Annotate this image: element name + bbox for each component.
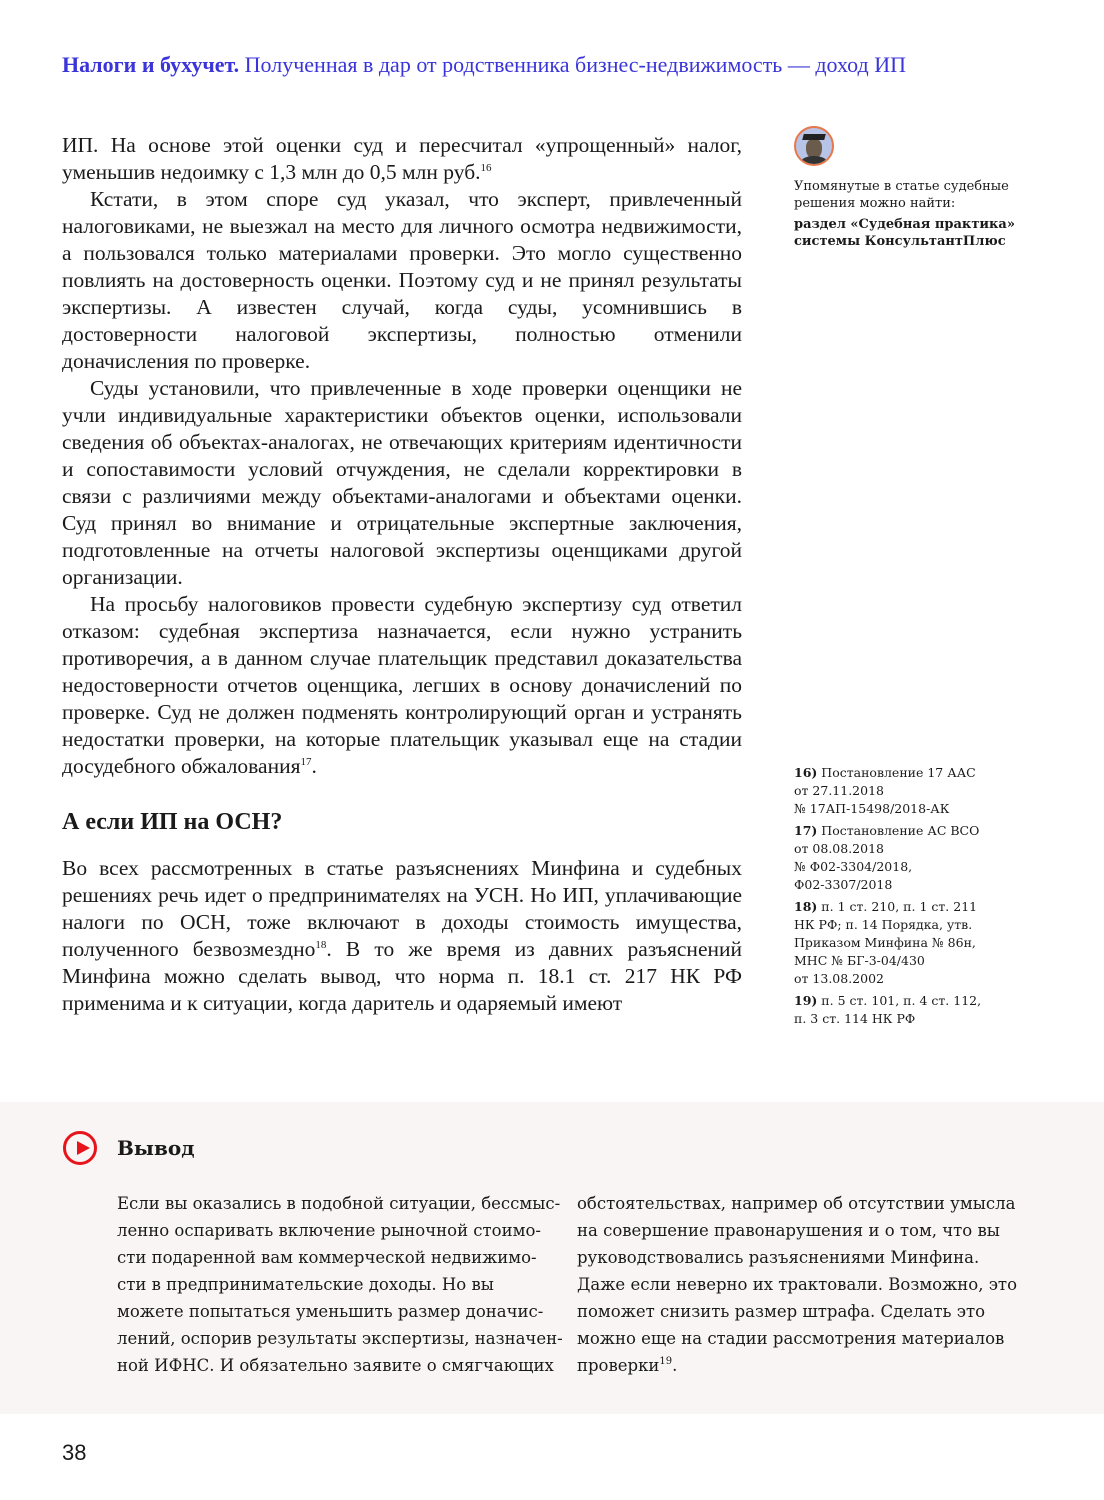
footnote-line: от 13.08.2002 [794,971,884,986]
conclusion-text: проверки [577,1356,660,1375]
footnote-line: от 27.11.2018 [794,783,884,798]
paragraph-text: . В то же время из давних разъяснений Минфина можно сделать вывод, что норма п. 18.1 ст. 217 НК РФ применима и к ситуации, когда даритель и одаряемый имеют [62,937,742,1015]
header-rubric: Налоги и бухучет. [62,52,240,77]
header-title: Полученная в дар от родственника бизнес-недвижимость — доход ИП [244,52,906,77]
conclusion-line: поможет снизить размер штрафа. Сделать это [577,1302,986,1321]
conclusion-line: ленно оспаривать включение рыночной стоимо- [117,1221,541,1240]
page-number: 38 [62,1440,87,1465]
conclusion-trailing: . [672,1356,678,1375]
footnote-line: от 08.08.2018 [794,841,884,856]
paragraph-text: На просьбу налоговиков провести судебную экспертизу суд ответил отказом: судебная экспертиза назначается, если нужно устранить противоречия, а в данном случае плательщик представил доказательства недостоверности отчетов оценщика, легших в основу доначислений по проверке. Суд не должен подменять контролирующий орган и устранять недостатки проверки, на которые плательщик указывал еще на стадии досудебного обжалования [62,592,742,778]
conclusion-line: сти в предпринимательские доходы. Но вы [117,1275,494,1294]
footnote-18 [794,898,1034,988]
sidebar-note [794,126,1034,250]
conclusion-line [577,1352,1017,1379]
paragraph-text: ИП. На основе этой оценки суд и пересчитал «упрощенный» налог, уменьшив недоимку с 1,3 млн до 0,5 млн руб. [62,133,742,184]
sidebar-note-text: Упомянутые в статье судебные решения можно найти: [794,179,1009,211]
consultant-mascot-icon [794,126,834,166]
footnote-number: 19) [794,993,818,1008]
footnote-line: НК РФ; п. 14 Порядка, утв. [794,917,973,932]
footnote-line: Ф02-3307/2018 [794,877,893,892]
footnotes [794,764,1034,1032]
footnote-line: Постановление 17 ААС [821,765,976,780]
conclusion-column-right [577,1190,1017,1379]
footnote-line: № 17АП-15498/2018-АК [794,801,950,816]
footnote-ref[interactable]: 16 [480,162,492,174]
footnote-number: 16) [794,765,818,780]
paragraph [62,375,742,591]
footnote-16 [794,764,1034,818]
conclusion-line: на совершение правонарушения и о том, что вы [577,1221,1000,1240]
conclusion-box [0,1102,1104,1414]
play-icon [63,1131,97,1165]
footnote-line: п. 3 ст. 114 НК РФ [794,1011,916,1026]
footnote-line: МНС № БГ-3-04/430 [794,953,925,968]
paragraph [62,591,742,780]
sidebar-note-source: раздел «Судебная практика» системы КонсультантПлюс [794,217,1015,249]
conclusion-line: Даже если неверно их трактовали. Возможно, это [577,1275,1017,1294]
paragraph [62,186,742,375]
footnote-19 [794,992,1034,1028]
footnote-line: Постановление АС ВСО [821,823,980,838]
paragraph-text: Кстати, в этом споре суд указал, что эксперт, привлеченный налоговиками, не выезжал на место для личного осмотра недвижимости, а пользовался только материалами проверки. Это могло существенно повлиять на достоверность оценки. Поэтому суд и не принял результаты экспертизы. А известен случай, когда суды, усомнившись в достоверности налоговой экспертизы, полностью отменили доначисления по проверке. [62,187,742,373]
footnote-number: 18) [794,899,818,914]
conclusion-column-left [117,1190,563,1379]
conclusion-line: можете попытаться уменьшить размер доначис- [117,1302,544,1321]
footnote-ref[interactable]: 17 [300,756,312,768]
paragraph-text: Во всех рассмотренных в статье разъяснениях Минфина и судебных решениях речь идет о предпринимателях на УСН. Но ИП, уплачивающие налоги по ОСН, тоже включают в доходы стоимость имущества, полученного безвозмездно [62,856,742,961]
footnote-line: № Ф02-3304/2018, [794,859,913,874]
conclusion-line: можно еще на стадии рассмотрения материалов [577,1329,1005,1348]
conclusion-line: Если вы оказались в подобной ситуации, бессмыс- [117,1194,561,1213]
conclusion-line: обстоятельствах, например об отсутствии умысла [577,1194,1016,1213]
paragraph-trailing: . [311,754,317,778]
footnote-17 [794,822,1034,894]
footnote-ref[interactable]: 18 [315,939,327,951]
footnote-line: п. 5 ст. 101, п. 4 ст. 112, [821,993,982,1008]
conclusion-line: ной ИФНС. И обязательно заявите о смягчающих [117,1356,554,1375]
conclusion-line: руководствовались разъяснениями Минфина. [577,1248,980,1267]
paragraph-text: Суды установили, что привлеченные в ходе проверки оценщики не учли индивидуальные характеристики объектов оценки, использовали сведения об объектах-аналогах, не отвечающих критериям идентичности и сопоставимости условий отчуждения, не сделали корректировки в связи с различиями между объектами-аналогами и объектами оценки. Суд принял во внимание и отрицательные экспертные заключения, подготовленные на отчеты налоговой экспертизы оценщиками другой организации. [62,376,742,589]
running-header [62,52,1042,78]
conclusion-line: сти подаренной вам коммерческой недвижимо- [117,1248,537,1267]
conclusion-line: лений, оспорив результаты экспертизы, назначен- [117,1329,563,1348]
section-heading: А если ИП на ОСН? [62,809,283,835]
article-body [62,132,742,1017]
footnote-line: п. 1 ст. 210, п. 1 ст. 211 [821,899,978,914]
paragraph [62,855,742,1017]
footnote-line: Приказом Минфина № 86н, [794,935,976,950]
conclusion-title: Вывод [117,1136,195,1160]
footnote-ref[interactable]: 19 [659,1356,673,1367]
paragraph [62,132,742,186]
footnote-number: 17) [794,823,818,838]
